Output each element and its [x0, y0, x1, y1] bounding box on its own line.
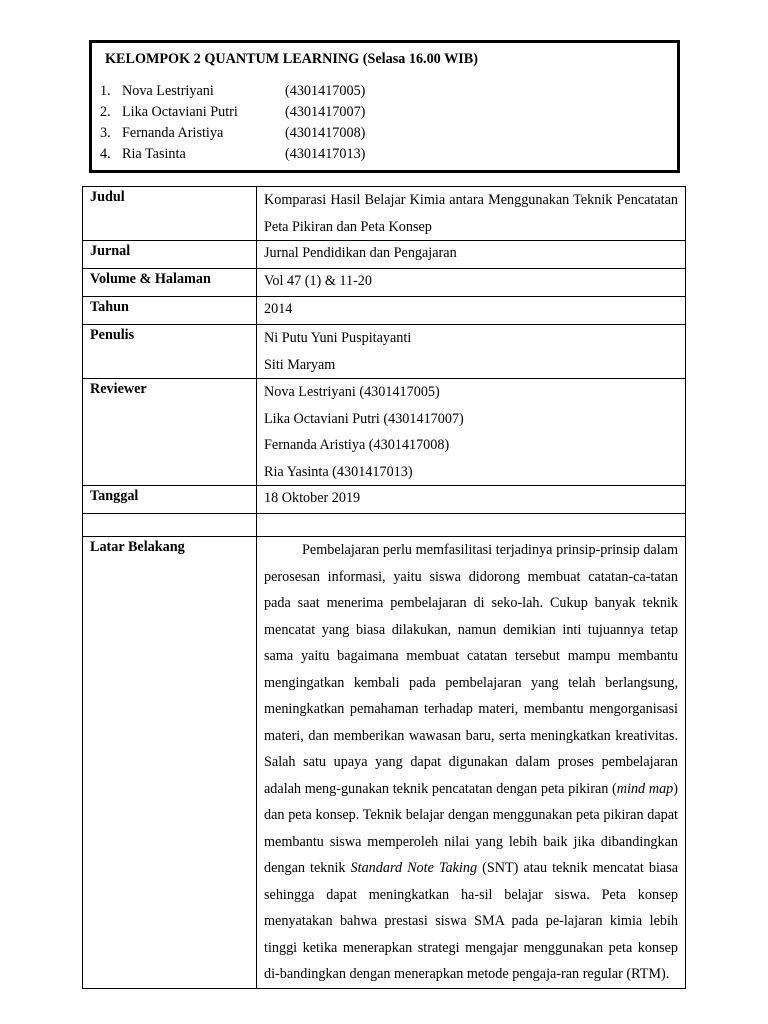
- member-number: 3.: [100, 125, 111, 141]
- empty-value-cell: [257, 514, 686, 537]
- member-nim: (4301417007): [285, 104, 366, 120]
- latar-text-3: (SNT) atau teknik mencatat biasa sehingga dapat meningkatkan ha-sil belajar siswa. Peta konsep menyatakan bahwa prestasi siswa SMA pada pe-lajaran kimia lebih tinggi ketika menerapkan strategi mengajar menggunakan peta konsep di-bandingkan dengan menerapkan metode pengaja-ran regular (RTM).: [264, 860, 679, 982]
- latar-belakang-paragraph: [264, 537, 678, 988]
- row-latar-belakang: [83, 537, 686, 989]
- row-tahun: [83, 297, 686, 325]
- group-info-box: [89, 40, 680, 173]
- reviewer-name: Lika Octaviani Putri (4301417007): [264, 410, 464, 427]
- latar-italic-2: Standard Note Taking: [350, 860, 478, 876]
- judul-value: Komparasi Hasil Belajar Kimia antara Menggunakan Teknik Pencatatan Peta Pikiran dan Peta Konsep: [257, 187, 686, 241]
- review-table: [82, 186, 686, 989]
- member-name: Nova Lestriyani: [122, 83, 214, 99]
- row-tanggal: [83, 486, 686, 514]
- penulis-name: Siti Maryam: [264, 356, 336, 373]
- reviewer-name: Fernanda Aristiya (4301417008): [264, 437, 450, 453]
- jurnal-value: Jurnal Pendidikan dan Pengajaran: [257, 241, 686, 269]
- member-name: Ria Tasinta: [122, 146, 186, 162]
- reviewer-value: [257, 379, 686, 486]
- volume-value: Vol 47 (1) & 11-20: [257, 269, 686, 297]
- latar-belakang-value: [257, 537, 686, 989]
- reviewer-name: Ria Yasinta (4301417013): [264, 463, 413, 480]
- penulis-value: [257, 325, 686, 379]
- tanggal-value: 18 Oktober 2019: [257, 486, 686, 514]
- empty-label-cell: [83, 514, 257, 537]
- volume-label: Volume & Halaman: [83, 269, 257, 297]
- penulis-label: Penulis: [83, 325, 257, 379]
- member-number: 1.: [100, 83, 111, 99]
- jurnal-label: Jurnal: [83, 241, 257, 269]
- row-volume: [83, 269, 686, 297]
- reviewer-name: Nova Lestriyani (4301417005): [264, 384, 440, 400]
- row-jurnal: [83, 241, 686, 269]
- member-nim: (4301417005): [285, 83, 366, 99]
- row-empty: [83, 514, 686, 537]
- row-reviewer: [83, 379, 686, 486]
- tanggal-label: Tanggal: [83, 486, 257, 514]
- judul-label: Judul: [83, 187, 257, 241]
- latar-text-1: Pembelajaran perlu memfasilitasi terjadinya prinsip-prinsip dalam perosesan informasi, yaitu siswa didorong membuat catatan-ca-tatan pada saat menerima pembelajaran di seko-lah. Cukup banyak teknik mencatat yang biasa dilakukan, namun demikian inti tujuannya tetap sama yaitu bagaimana membuat catatan tersebut mampu membantu mengingatkan kembali pada pembelajaran yang telah berlangsung, meningkatkan pemahaman terhadap materi, membantu mengorganisasi materi, dan memberikan wawasan baru, serta meningkatkan kreativitas. Salah satu upaya yang dapat digunakan dalam proses pembelajaran adalah meng-gunakan teknik pencatatan dengan peta pikiran (: [264, 542, 678, 797]
- reviewer-label: Reviewer: [83, 379, 257, 486]
- tahun-value: 2014: [257, 297, 686, 325]
- member-number: 4.: [100, 146, 111, 162]
- member-name: Lika Octaviani Putri: [122, 104, 238, 120]
- latar-text-2: ) dan peta konsep. Teknik belajar dengan menggunakan peta pikiran dapat membantu siswa memperoleh nilai yang lebih baik jika dibandingkan dengan teknik: [264, 780, 678, 876]
- row-penulis: [83, 325, 686, 379]
- latar-belakang-label: Latar Belakang: [83, 537, 257, 989]
- row-judul: [83, 187, 686, 241]
- tahun-label: Tahun: [83, 297, 257, 325]
- penulis-name: Ni Putu Yuni Puspitayanti: [264, 330, 412, 346]
- latar-italic-1: mind map: [616, 780, 674, 797]
- member-nim: (4301417008): [285, 125, 366, 141]
- member-nim: (4301417013): [285, 146, 366, 162]
- member-number: 2.: [100, 104, 111, 120]
- group-title: KELOMPOK 2 QUANTUM LEARNING (Selasa 16.00 WIB): [105, 51, 478, 67]
- member-name: Fernanda Aristiya: [122, 125, 224, 141]
